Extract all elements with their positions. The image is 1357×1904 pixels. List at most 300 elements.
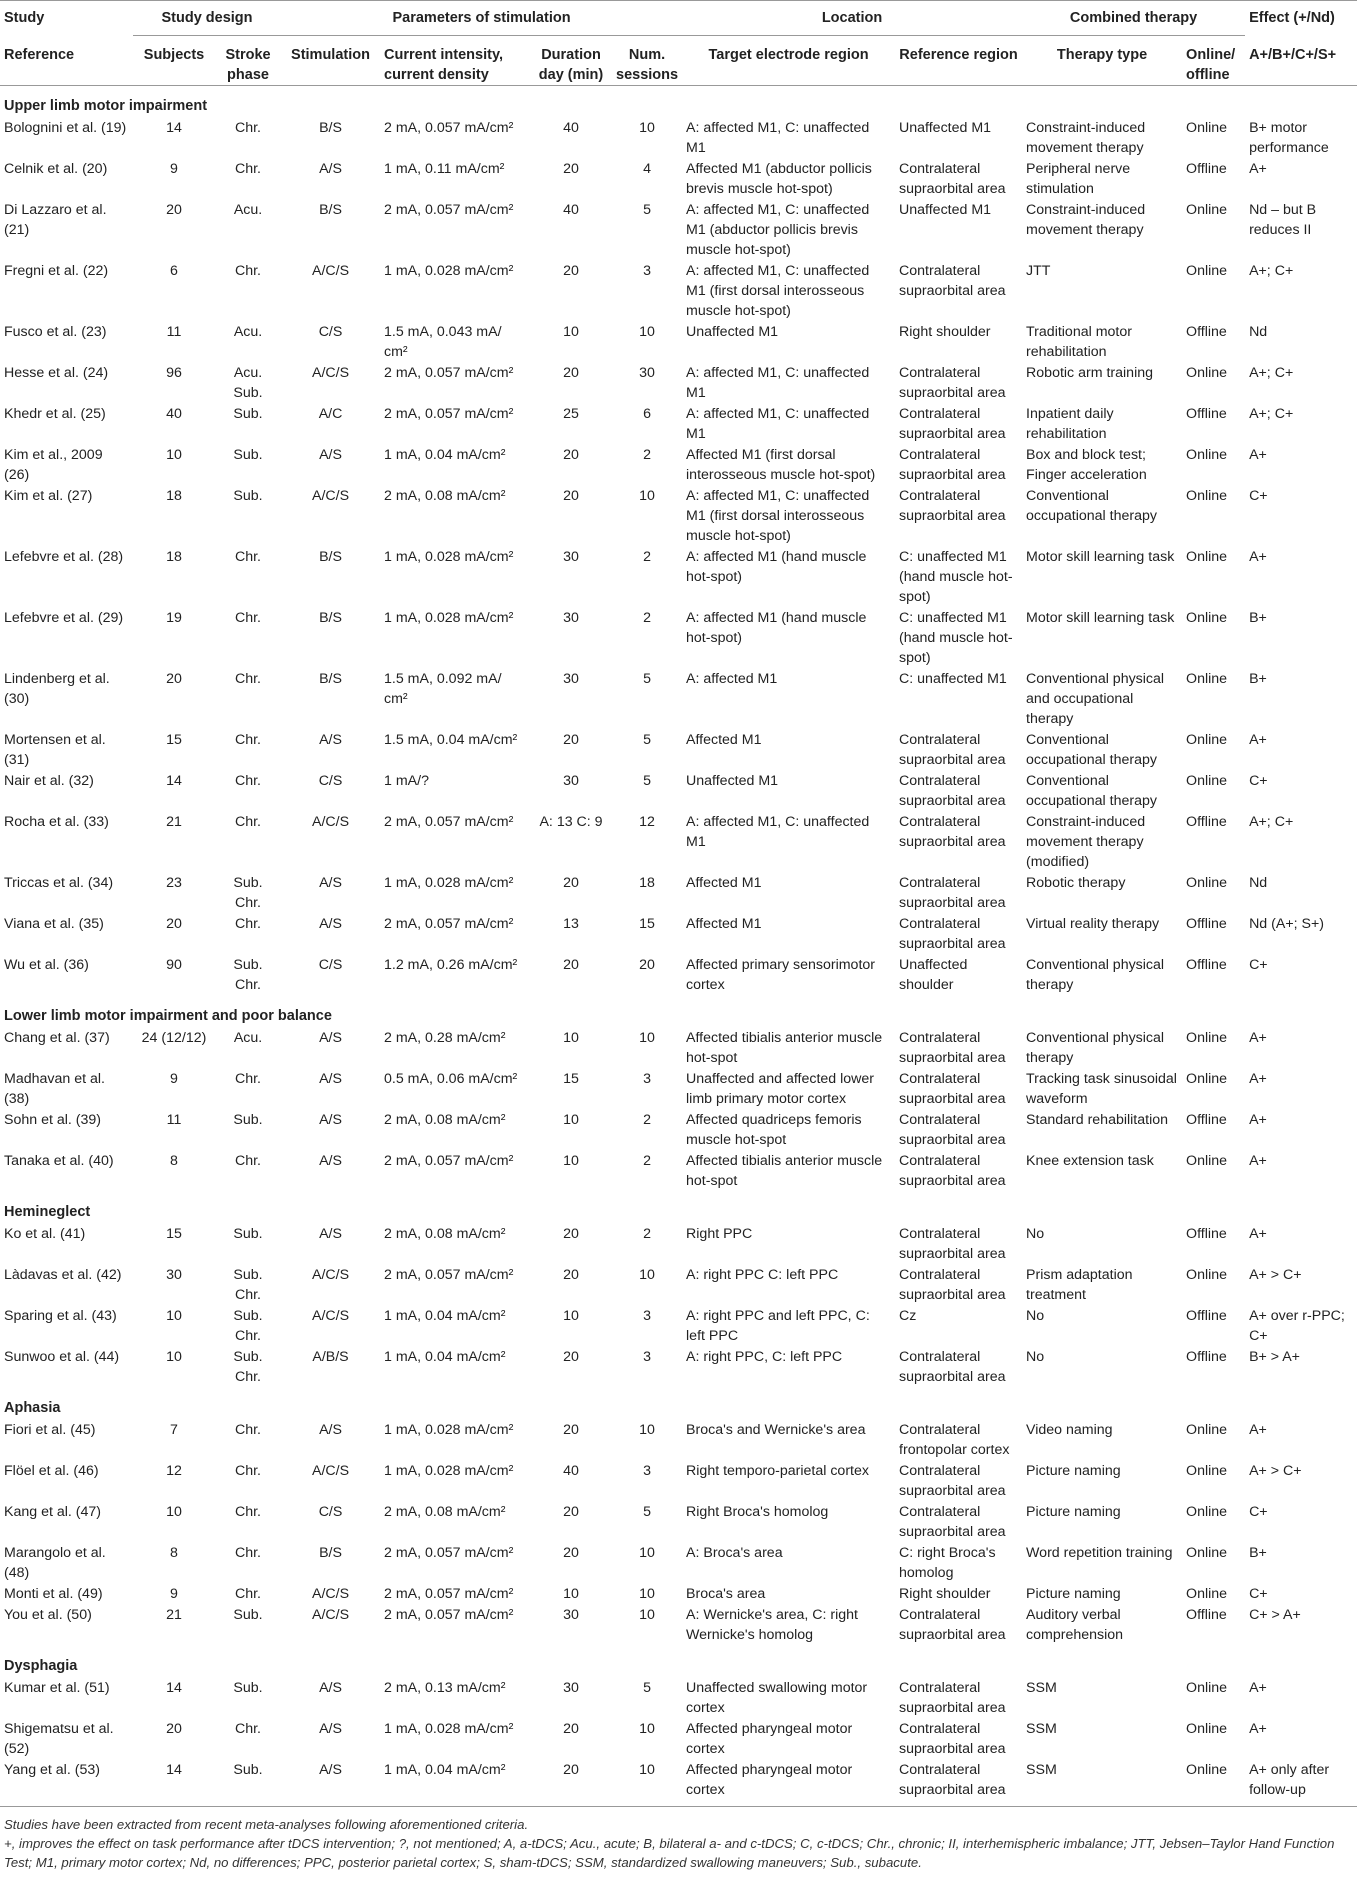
cell-therapy-type: Box and block test; Finger acceleration (1026, 447, 1147, 483)
col-header-therapy-type: Therapy type (1022, 36, 1182, 86)
cell-reference: Fregni et al. (22) (4, 263, 109, 279)
cell-stimulation: A/C/S (311, 488, 350, 504)
cell-target-region: Right Broca's homolog (686, 1504, 829, 1520)
cell-therapy-type: Motor skill learning task (1026, 610, 1175, 626)
cell-reference-region: Contralateral frontopolar cortex (899, 1422, 1010, 1458)
cell-online-offline: Online (1186, 1721, 1228, 1737)
cell-duration: 20 (563, 1504, 579, 1520)
cell-sessions: 15 (639, 916, 655, 932)
cell-effect: C+ > A+ (1249, 1607, 1301, 1623)
cell-online-offline: Offline (1186, 324, 1227, 340)
cell-effect: A+ (1249, 1226, 1267, 1242)
table-row (0, 1605, 1357, 1646)
cell-subjects: 12 (166, 1463, 182, 1479)
table-row (0, 914, 1357, 955)
cell-stimulation: A/S (319, 1153, 342, 1169)
cell-reference: Bolognini et al. (19) (4, 120, 127, 136)
cell-effect: A+ (1249, 732, 1267, 748)
cell-subjects: 20 (166, 202, 182, 218)
cell-stimulation: C/S (318, 1504, 343, 1520)
group-header-combined-therapy: Combined therapy (1022, 1, 1245, 36)
cell-reference: Viana et al. (35) (4, 916, 104, 932)
cell-target-region: A: affected M1, C: unaffected M1 (first dorsal interosseous muscle hot-spot) (686, 488, 870, 544)
cell-target-region: Affected quadriceps femoris muscle hot-spot (686, 1112, 862, 1148)
cell-effect: B+ (1249, 671, 1267, 687)
cell-stroke-phase: Sub. (233, 1226, 263, 1242)
cell-reference: Ko et al. (41) (4, 1226, 86, 1242)
table-row (0, 608, 1357, 669)
cell-stimulation: A/S (319, 1030, 342, 1046)
table-row (0, 1069, 1357, 1110)
table-row (0, 1224, 1357, 1265)
cell-current: 1 mA, 0.028 mA/cm² (384, 1721, 514, 1737)
cell-therapy-type: Inpatient daily rehabilitation (1026, 406, 1114, 442)
cell-effect: A+; C+ (1249, 263, 1294, 279)
section-header-row (0, 1192, 1357, 1224)
cell-effect: A+ only after follow-up (1245, 1760, 1357, 1807)
cell-sessions: 5 (643, 1680, 651, 1696)
cell-target-region: A: affected M1 (hand muscle hot-spot) (686, 610, 867, 646)
cell-therapy-type: SSM (1026, 1721, 1057, 1737)
cell-target-region: Unaffected M1 (686, 773, 779, 789)
cell-reference: Flöel et al. (46) (4, 1463, 99, 1479)
cell-subjects: 23 (166, 875, 182, 891)
cell-reference-region: C: unaffected M1 (hand muscle hot-spot) (899, 610, 1013, 666)
cell-subjects: 30 (166, 1267, 182, 1283)
cell-reference-region: Right shoulder (899, 1586, 991, 1602)
section-header-row (0, 1388, 1357, 1420)
cell-subjects: 9 (170, 1586, 178, 1602)
cell-stroke-phase: Sub. (233, 1607, 263, 1623)
cell-sessions: 10 (612, 1760, 682, 1807)
cell-online-offline: Online (1186, 1545, 1228, 1561)
cell-reference-region: Contralateral supraorbital area (899, 447, 1006, 483)
cell-reference-region: Contralateral supraorbital area (899, 875, 1006, 911)
cell-stimulation: C/S (318, 773, 343, 789)
cell-reference: Monti et al. (49) (4, 1586, 103, 1602)
cell-current: 1 mA, 0.028 mA/cm² (384, 549, 514, 565)
cell-therapy-type: Standard rehabilitation (1026, 1112, 1169, 1128)
cell-therapy-type: Peripheral nerve stimulation (1026, 161, 1131, 197)
cell-current: 2 mA, 0.057 mA/cm² (384, 406, 514, 422)
cell-online-offline: Online (1186, 1463, 1228, 1479)
cell-stroke-phase: Chr. (234, 1504, 262, 1520)
table-row (0, 1502, 1357, 1543)
cell-reference-region: Contralateral supraorbital area (899, 916, 1006, 952)
cell-subjects: 14 (166, 773, 182, 789)
cell-effect: A+ (1249, 1721, 1267, 1737)
cell-therapy-type: Conventional occupational therapy (1026, 773, 1157, 809)
cell-online-offline: Online (1186, 1680, 1228, 1696)
cell-sessions: 3 (643, 1463, 651, 1479)
cell-effect: A+ (1249, 1680, 1267, 1696)
cell-subjects: 20 (166, 916, 182, 932)
cell-current: 1.5 mA, 0.092 mA/ cm² (384, 671, 502, 707)
cell-target-region: Affected tibialis anterior muscle hot-spot (686, 1030, 883, 1066)
cell-online-offline: Online (1186, 365, 1228, 381)
footnote-source: Studies have been extracted from recent meta-analyses following aforementioned criteria. (4, 1817, 529, 1832)
cell-duration: 40 (563, 120, 579, 136)
section-header-row (0, 1646, 1357, 1678)
table-row (0, 955, 1357, 996)
cell-effect: B+ > A+ (1249, 1349, 1300, 1365)
cell-sessions: 10 (639, 120, 655, 136)
cell-subjects: 14 (166, 120, 182, 136)
col-header-online-offline: Online/ offline (1182, 36, 1245, 86)
cell-effect: Nd (1249, 324, 1268, 340)
cell-online-offline: Online (1186, 447, 1228, 463)
col-header-reference-region: Reference region (895, 36, 1022, 86)
cell-subjects: 20 (166, 671, 182, 687)
cell-stimulation: A/S (319, 1680, 342, 1696)
cell-target-region: A: affected M1, C: unaffected M1 (abductor pollicis brevis muscle hot-spot) (686, 202, 870, 258)
table-row (0, 363, 1357, 404)
cell-duration: 10 (563, 324, 579, 340)
cell-target-region: A: affected M1 (hand muscle hot-spot) (686, 549, 867, 585)
cell-sessions: 6 (643, 406, 651, 422)
cell-duration: 20 (563, 1349, 579, 1365)
cell-current: 0.5 mA, 0.06 mA/cm² (384, 1071, 518, 1087)
cell-stimulation: A/C/S (311, 814, 350, 830)
cell-current: 1 mA, 0.028 mA/cm² (384, 875, 514, 891)
cell-reference: Madhavan et al. (38) (4, 1071, 105, 1107)
cell-reference-region: Contralateral supraorbital area (899, 1112, 1006, 1148)
cell-duration: 20 (563, 447, 579, 463)
cell-target-region: Unaffected M1 (686, 324, 779, 340)
cell-sessions: 18 (639, 875, 655, 891)
cell-subjects: 18 (166, 549, 182, 565)
cell-stimulation: A/S (319, 1721, 342, 1737)
cell-therapy-type: Constraint-induced movement therapy (modified) (1026, 814, 1146, 870)
cell-effect: A+ (1249, 1112, 1267, 1128)
cell-subjects: 21 (166, 1607, 182, 1623)
cell-therapy-type: Virtual reality therapy (1026, 916, 1160, 932)
table-row (0, 1028, 1357, 1069)
cell-online-offline: Online (1186, 120, 1228, 136)
cell-reference: Triccas et al. (34) (4, 875, 114, 891)
cell-reference-region: Contralateral supraorbital area (899, 161, 1006, 197)
cell-online-offline: Online (1186, 1422, 1228, 1438)
cell-online-offline: Online (1182, 1760, 1245, 1807)
cell-sessions: 3 (643, 1308, 651, 1324)
cell-therapy-type: Conventional occupational therapy (1026, 488, 1157, 524)
table-row (0, 200, 1357, 261)
cell-current: 2 mA, 0.057 mA/cm² (384, 814, 514, 830)
table-row (0, 118, 1357, 159)
cell-current: 2 mA, 0.057 mA/cm² (384, 916, 514, 932)
cell-reference-region: C: unaffected M1 (hand muscle hot-spot) (899, 549, 1013, 605)
cell-duration: 10 (563, 1030, 579, 1046)
cell-stroke-phase: Chr. (234, 1545, 262, 1561)
cell-sessions: 5 (643, 773, 651, 789)
cell-subjects: 21 (166, 814, 182, 830)
cell-sessions: 10 (639, 1030, 655, 1046)
col-header-sessions: Num. sessions (612, 36, 682, 86)
cell-therapy-type: Knee extension task (1026, 1153, 1154, 1169)
cell-online-offline: Online (1186, 1586, 1228, 1602)
cell-subjects: 6 (170, 263, 178, 279)
cell-online-offline: Offline (1186, 1112, 1227, 1128)
cell-subjects: 11 (166, 324, 182, 340)
cell-stimulation: A/S (319, 916, 342, 932)
cell-stimulation: B/S (319, 120, 342, 136)
cell-reference: Làdavas et al. (42) (4, 1267, 122, 1283)
cell-current: 1 mA, 0.11 mA/cm² (384, 161, 505, 177)
cell-reference-region: Contralateral supraorbital area (899, 1721, 1006, 1757)
cell-reference-region: Contralateral supraorbital area (899, 263, 1006, 299)
cell-effect: Nd (1249, 875, 1268, 891)
cell-stimulation: A/S (319, 1422, 342, 1438)
cell-stroke-phase: Sub. Chr. (233, 1267, 263, 1303)
col-header-stroke-phase: Stroke phase (215, 36, 281, 86)
cell-therapy-type: No (1026, 1226, 1045, 1242)
cell-target-region: Unaffected swallowing motor cortex (686, 1680, 868, 1716)
cell-duration: 10 (563, 1586, 579, 1602)
cell-reference: Lindenberg et al. (30) (4, 671, 110, 707)
cell-stimulation: A/C (318, 406, 343, 422)
cell-effect: A+; C+ (1249, 365, 1294, 381)
cell-target-region: Affected M1 (first dorsal interosseous muscle hot-spot) (686, 447, 876, 483)
cell-online-offline: Online (1186, 671, 1228, 687)
cell-online-offline: Offline (1186, 1308, 1227, 1324)
cell-reference: Yang et al. (53) (0, 1760, 133, 1807)
cell-reference: Wu et al. (36) (4, 957, 89, 973)
cell-online-offline: Online (1186, 875, 1228, 891)
cell-sessions: 30 (639, 365, 655, 381)
cell-effect: Nd (A+; S+) (1249, 916, 1324, 932)
cell-reference-region: C: right Broca's homolog (899, 1545, 996, 1581)
cell-online-offline: Online (1186, 1030, 1228, 1046)
cell-reference: Nair et al. (32) (4, 773, 94, 789)
cell-stroke-phase: Sub. (233, 1680, 263, 1696)
cell-duration: 10 (563, 1308, 579, 1324)
section-header-row (0, 996, 1357, 1028)
cell-reference-region: Unaffected M1 (899, 120, 992, 136)
footnote-abbreviations: +, improves the effect on task performance after tDCS intervention; ?, not mentioned; A, a-tDCS; Acu., acute; B, bilateral a- and c-tDCS; C, c-tDCS; Chr., chronic; II, interhemispheric imbalance; JTT, Jebsen–Taylor Hand Function Test; M1, primary motor cortex; Nd, no differences; PPC, posterior parietal cortex; S, sham-tDCS; SSM, standardized swallowing maneuvers; Sub., subacute. (4, 1836, 1335, 1870)
cell-stimulation: A/C/S (311, 1607, 350, 1623)
cell-reference-region: Contralateral supraorbital area (899, 1153, 1006, 1189)
cell-stroke-phase: Chr. (234, 732, 262, 748)
cell-current: 2 mA, 0.08 mA/cm² (384, 488, 506, 504)
cell-therapy-type: SSM (1022, 1760, 1182, 1807)
cell-sessions: 5 (643, 732, 651, 748)
cell-reference-region: Contralateral supraorbital area (899, 406, 1006, 442)
col-header-stimulation: Stimulation (281, 36, 380, 86)
cell-target-region: A: affected M1, C: unaffected M1 (686, 120, 870, 156)
cell-current: 1.5 mA, 0.043 mA/ cm² (384, 324, 502, 360)
cell-stroke-phase: Sub. Chr. (233, 1349, 263, 1385)
cell-therapy-type: Robotic arm training (1026, 365, 1154, 381)
cell-subjects: 9 (170, 161, 178, 177)
cell-subjects: 40 (166, 406, 182, 422)
cell-subjects: 9 (170, 1071, 178, 1087)
cell-online-offline: Online (1186, 549, 1228, 565)
cell-subjects: 15 (166, 732, 182, 748)
cell-therapy-type: No (1026, 1349, 1045, 1365)
cell-sessions: 3 (643, 263, 651, 279)
table-row (0, 669, 1357, 730)
cell-effect: A+ > C+ (1249, 1267, 1302, 1283)
cell-stroke-phase: Sub. (233, 406, 263, 422)
cell-effect: Nd – but B reduces II (1249, 202, 1317, 238)
cell-duration: 20 (563, 1226, 579, 1242)
cell-online-offline: Online (1186, 610, 1228, 626)
cell-reference: Fusco et al. (23) (4, 324, 107, 340)
cell-reference-region: Contralateral supraorbital area (899, 365, 1006, 401)
cell-stroke-phase: Chr. (234, 549, 262, 565)
section-header-row (0, 86, 1357, 119)
cell-effect: C+ (1249, 1586, 1268, 1602)
cell-therapy-type: Picture naming (1026, 1586, 1121, 1602)
cell-current: 1 mA, 0.028 mA/cm² (384, 1463, 514, 1479)
group-header-study-design: Study design (133, 1, 281, 36)
table-row (0, 1151, 1357, 1192)
table-row (0, 1678, 1357, 1719)
cell-therapy-type: Picture naming (1026, 1463, 1121, 1479)
cell-stimulation: A/C/S (311, 263, 350, 279)
cell-current: 2 mA, 0.057 mA/cm² (384, 120, 514, 136)
cell-current: 1 mA, 0.028 mA/cm² (384, 1422, 514, 1438)
cell-therapy-type: Constraint-induced movement therapy (1026, 120, 1146, 156)
cell-current: 1 mA, 0.04 mA/cm² (380, 1760, 530, 1807)
cell-online-offline: Offline (1186, 406, 1227, 422)
cell-target-region: Affected primary sensorimotor cortex (686, 957, 876, 993)
cell-therapy-type: Conventional occupational therapy (1026, 732, 1157, 768)
cell-target-region: A: Broca's area (686, 1545, 783, 1561)
table-row (0, 1584, 1357, 1605)
cell-reference: Sparing et al. (43) (4, 1308, 117, 1324)
cell-stimulation: A/C/S (311, 1267, 350, 1283)
cell-therapy-type: No (1026, 1308, 1045, 1324)
cell-online-offline: Online (1186, 732, 1228, 748)
cell-duration: 20 (563, 732, 579, 748)
cell-target-region: Unaffected and affected lower limb primary motor cortex (686, 1071, 875, 1107)
cell-reference: Sunwoo et al. (44) (4, 1349, 120, 1365)
cell-sessions: 5 (643, 671, 651, 687)
cell-duration: 15 (563, 1071, 579, 1087)
cell-stimulation: C/S (318, 957, 343, 973)
cell-current: 1.2 mA, 0.26 mA/cm² (384, 957, 518, 973)
cell-stimulation: A/S (319, 447, 342, 463)
cell-reference: Shigematsu et al. (52) (4, 1721, 114, 1757)
cell-effect: B+ (1249, 610, 1267, 626)
cell-stroke-phase: Chr. (234, 161, 262, 177)
cell-reference: Kim et al. (27) (4, 488, 93, 504)
cell-stimulation: B/S (319, 671, 342, 687)
cell-reference-region: Contralateral supraorbital area (899, 1607, 1006, 1643)
table-row (0, 1420, 1357, 1461)
cell-effect: A+ (1249, 1422, 1267, 1438)
cell-effect: A+ (1249, 1030, 1267, 1046)
cell-online-offline: Online (1186, 263, 1228, 279)
cell-sessions: 10 (639, 1422, 655, 1438)
cell-sessions: 5 (643, 202, 651, 218)
cell-target-region: A: affected M1, C: unaffected M1 (686, 814, 870, 850)
cell-stroke-phase: Acu. (233, 1030, 263, 1046)
cell-subjects: 10 (166, 1349, 182, 1365)
cell-duration: 40 (563, 202, 579, 218)
cell-duration: 30 (563, 610, 579, 626)
cell-target-region: Affected pharyngeal motor cortex (686, 1721, 853, 1757)
table-row (0, 771, 1357, 812)
col-header-current: Current intensity, current density (380, 36, 530, 86)
cell-target-region: Affected pharyngeal motor cortex (682, 1760, 895, 1807)
cell-effect: C+ (1249, 488, 1268, 504)
cell-subjects: 10 (166, 1308, 182, 1324)
cell-online-offline: Offline (1186, 814, 1227, 830)
cell-stroke-phase: Sub. (233, 1112, 263, 1128)
cell-reference: Chang et al. (37) (4, 1030, 110, 1046)
group-header-parameters: Parameters of stimulation (281, 1, 682, 36)
table-footnotes (0, 1807, 1348, 1872)
cell-therapy-type: Traditional motor rehabilitation (1026, 324, 1132, 360)
cell-effect: C+ (1249, 773, 1268, 789)
cell-sessions: 2 (643, 447, 651, 463)
cell-therapy-type: Conventional physical therapy (1026, 957, 1165, 993)
cell-stroke-phase: Acu. (233, 324, 263, 340)
cell-stroke-phase: Acu. Sub. (233, 365, 263, 401)
cell-reference: Khedr et al. (25) (4, 406, 106, 422)
cell-effect: A+ (1249, 161, 1267, 177)
cell-current: 1 mA/? (384, 773, 429, 789)
cell-stimulation: A/S (281, 1760, 380, 1807)
table-row (0, 812, 1357, 873)
cell-reference-region: Contralateral supraorbital area (899, 1267, 1006, 1303)
cell-reference-region: Unaffected shoulder (899, 957, 968, 993)
cell-duration: 20 (530, 1760, 612, 1807)
cell-target-region: Affected M1 (686, 875, 762, 891)
cell-reference: Rocha et al. (33) (4, 814, 109, 830)
table-row (0, 547, 1357, 608)
cell-duration: 30 (563, 671, 579, 687)
cell-reference: Hesse et al. (24) (4, 365, 109, 381)
cell-stroke-phase: Chr. (234, 814, 262, 830)
cell-stroke-phase: Chr. (234, 1071, 262, 1087)
cell-reference-region: Contralateral supraorbital area (899, 488, 1006, 524)
cell-stroke-phase: Sub. Chr. (233, 875, 263, 911)
cell-stimulation: C/S (318, 324, 343, 340)
cell-sessions: 3 (643, 1349, 651, 1365)
cell-effect: B+ (1249, 1545, 1267, 1561)
cell-reference-region: Contralateral supraorbital area (899, 1226, 1006, 1262)
cell-subjects: 15 (166, 1226, 182, 1242)
cell-reference-region: Contralateral supraorbital area (899, 773, 1006, 809)
cell-stroke-phase: Chr. (234, 1463, 262, 1479)
cell-target-region: Affected tibialis anterior muscle hot-spot (686, 1153, 883, 1189)
cell-target-region: Broca's and Wernicke's area (686, 1422, 866, 1438)
cell-effect: A+ (1249, 447, 1267, 463)
cell-reference: Kumar et al. (51) (4, 1680, 110, 1696)
cell-sessions: 2 (643, 1226, 651, 1242)
cell-duration: A: 13 C: 9 (539, 814, 603, 830)
cell-reference-region: Contralateral supraorbital area (899, 1504, 1006, 1540)
cell-sessions: 2 (643, 549, 651, 565)
cell-therapy-type: Word repetition training (1026, 1545, 1173, 1561)
cell-current: 2 mA, 0.08 mA/cm² (384, 1504, 506, 1520)
cell-current: 2 mA, 0.057 mA/cm² (384, 1607, 514, 1623)
cell-therapy-type: Tracking task sinusoidal waveform (1026, 1071, 1177, 1107)
cell-online-offline: Online (1186, 1071, 1228, 1087)
table-row (0, 404, 1357, 445)
cell-reference-region: Contralateral supraorbital area (899, 1071, 1006, 1107)
col-header-reference: Reference (0, 36, 133, 86)
cell-online-offline: Offline (1186, 957, 1227, 973)
cell-reference-region: Right shoulder (899, 324, 991, 340)
cell-stroke-phase: Sub. (215, 1760, 281, 1807)
table-row (0, 1461, 1357, 1502)
section-title: Hemineglect (4, 1204, 91, 1220)
cell-duration: 10 (563, 1153, 579, 1169)
